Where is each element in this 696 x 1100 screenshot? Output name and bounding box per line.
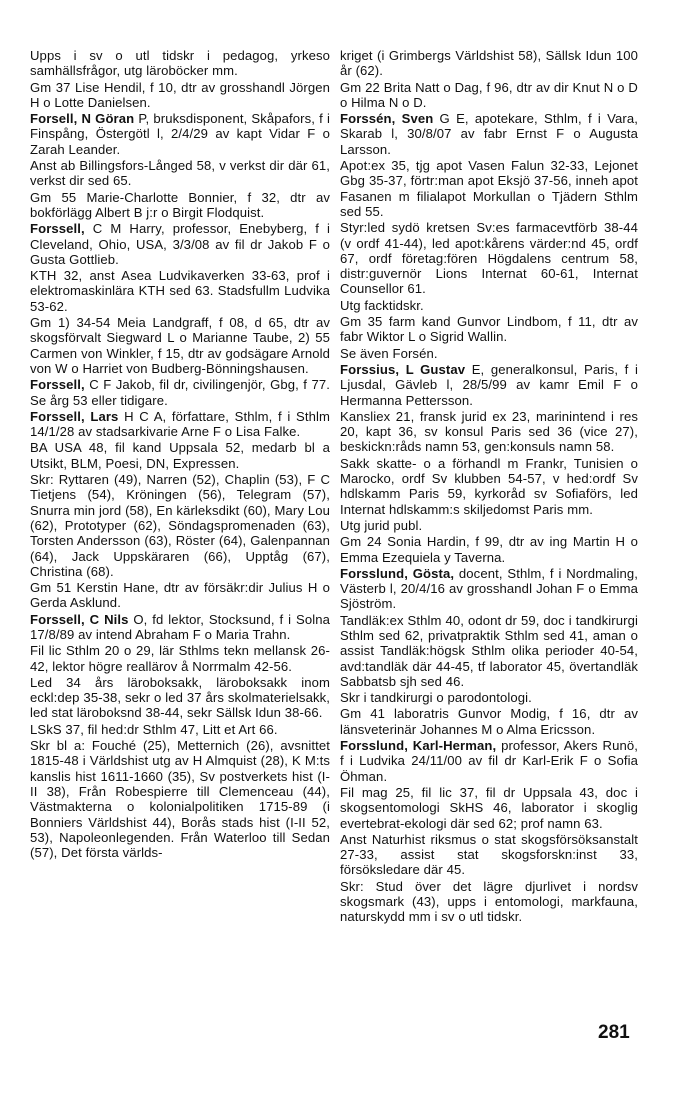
entry-l12 xyxy=(30,580,330,611)
entry-text: Apot:ex 35, tjg apot Vasen Falun 32-33, Lejonet Gbg 35-37, förtr:man apot Eksjö 37-56, inneh apot Fasanen m filialapot Morkullan o Tjädern Sthlm sed 55. xyxy=(340,158,638,219)
entry-r17 xyxy=(340,738,638,784)
entry-l14 xyxy=(30,643,330,674)
entry-r10 xyxy=(340,456,638,517)
entry-r0 xyxy=(340,48,638,79)
entry-l16 xyxy=(30,722,330,737)
entry-text: C F Jakob, fil dr, civilingenjör, Gbg, f 77. Se årg 53 eller tidigare. xyxy=(30,377,330,408)
entry-text: Skr i tandkirurgi o parodontologi. xyxy=(340,690,532,706)
entry-text: professor, Akers Runö, f i Ludvika 24/11/00 av fil dr Karl-Erik F o Sofia Öhman. xyxy=(340,738,638,784)
entry-text: Gm 41 laboratris Gunvor Modig, f 16, dtr av länsveterinär Johannes M o Alma Ericsson. xyxy=(340,706,638,737)
entry-text: Fil mag 25, fil lic 37, fil dr Uppsala 43, doc i skogsentomologi SkHS 46, laborator i skoglig evertebrat-ekologi där sed 62; prof namn 63. xyxy=(340,784,638,831)
entry-r4 xyxy=(340,220,638,296)
entry-r6 xyxy=(340,314,638,345)
entry-text: Gm 37 Lise Hendil, f 10, dtr av grosshandl Jörgen H o Lotte Danielsen. xyxy=(30,79,330,110)
entry-l4 xyxy=(30,190,330,221)
entry-text: BA USA 48, fil kand Uppsala 52, medarb bl a Utsikt, BLM, Poesi, DN, Expressen. xyxy=(30,440,330,471)
entry-r1 xyxy=(340,80,638,111)
entry-l9 xyxy=(30,409,330,440)
entry-name: Forsslund, Gösta, xyxy=(340,565,455,581)
entry-r7 xyxy=(340,346,638,361)
entry-text: Gm 24 Sonia Hardin, f 99, dtr av ing Martin H o Emma Ezequiela y Taverna. xyxy=(340,534,638,565)
entry-text: Se även Forsén. xyxy=(340,345,438,361)
entry-r13 xyxy=(340,566,638,612)
entry-text: E, generalkonsul, Paris, f i Ljusdal, Gävleb l, 28/5/99 av kamr Emil F o Hermanna Pettersson. xyxy=(340,361,638,408)
entry-r20 xyxy=(340,879,638,925)
entry-text: Sakk skatte- o a förhandl m Frankr, Tunisien o Marocko, ordf Sv klubben 54-57, v hed:ordf Sv hdlskamm Paris 59, kyrkoråd sv Sofiaförs, led Internat hdlskamm:s skiljedomst Paris mm. xyxy=(340,455,638,517)
entry-name: Forssell, xyxy=(30,377,85,393)
left-column xyxy=(30,48,330,861)
entry-text: Utg jurid publ. xyxy=(340,517,423,533)
entry-l5 xyxy=(30,221,330,267)
entry-text: Upps i sv o utl tidskr i pedagog, yrkeso samhällsfrågor, utg läroböcker mm. xyxy=(30,48,330,79)
entry-name: Forssell, C Nils xyxy=(30,611,129,627)
entry-text: LSkS 37, fil hed:dr Sthlm 47, Litt et Art 66. xyxy=(30,721,278,737)
entry-text: Styr:led sydö kretsen Sv:es farmacevtförb 38-44 (v ordf 41-44), led apot:kårens värder:nd 45, ordf 67, ordf företag:fören Högdalens centrum 58, distr:guvernör Lions Internat 60-61, Internat Counsellor 61. xyxy=(340,220,638,297)
entry-name: Forsslund, Karl-Herman, xyxy=(340,738,497,754)
entry-r8 xyxy=(340,362,638,408)
entry-text: Gm 55 Marie-Charlotte Bonnier, f 32, dtr av bokförlägg Albert B j:r o Birgit Flodquist. xyxy=(30,189,330,220)
entry-text: Gm 1) 34-54 Meia Landgraff, f 08, d 65, dtr av skogsförvalt Siegward L o Marianne Taube, 2) 55 Carmen von Winkler, f 15, dtr av godsägare Arnold von W o Harriet von Budberg-Bönningshausen. xyxy=(30,315,330,376)
entry-text: Led 34 års läroboksakk, läroboksakk inom eckl:dep 35-38, sekr o led 37 års skolmaterielsakk, led stat läroboksnd 38-44, sekr Sällsk Idun 38-66. xyxy=(30,674,330,721)
page-number: 281 xyxy=(598,1022,630,1043)
entry-name: Forssell, Lars xyxy=(30,408,119,424)
entry-l6 xyxy=(30,268,330,314)
entry-l1 xyxy=(30,80,330,111)
entry-text: KTH 32, anst Asea Ludvikaverken 33-63, prof i elektromaskinlära KTH sed 63. Stadsfullm Ludvika 53-62. xyxy=(30,268,330,314)
entry-text: P, bruksdisponent, Skåpafors, f i Finspång, Östergötl l, 2/4/29 av kapt Vidar F o Zarah Leander. xyxy=(30,111,330,157)
entry-text: Anst ab Billingsfors-Långed 58, v verkst dir där 61, verkst dir sed 65. xyxy=(30,158,330,189)
entry-text: Gm 22 Brita Natt o Dag, f 96, dtr av dir Knut N o D o Hilma N o D. xyxy=(340,79,638,110)
entry-l10 xyxy=(30,440,330,471)
entry-text: Anst Naturhist riksmus o stat skogsförsöksanstalt 27-33, assist stat skogsforskn:inst 33, försöksledare där 45. xyxy=(340,831,638,878)
entry-l7 xyxy=(30,315,330,376)
entry-text: Gm 51 Kerstin Hane, dtr av försäkr:dir Julius H o Gerda Asklund. xyxy=(30,580,330,611)
entry-text: G E, apotekare, Sthlm, f i Vara, Skarab l, 30/8/07 av fabr Ernst F o Augusta Larsson. xyxy=(340,111,638,157)
entry-text: kriget (i Grimbergs Världshist 58), Sällsk Idun 100 år (62). xyxy=(340,48,638,79)
entry-text: Utg facktidskr. xyxy=(340,297,424,313)
entry-l11 xyxy=(30,472,330,579)
entry-name: Forssén, Sven xyxy=(340,111,434,127)
entry-l8 xyxy=(30,377,330,408)
entry-l0 xyxy=(30,48,330,79)
entry-l13 xyxy=(30,612,330,643)
entry-l17 xyxy=(30,738,330,860)
entry-text: O, fd lektor, Stocksund, f i Solna 17/8/89 av intend Abraham F o Maria Trahn. xyxy=(30,611,330,642)
entry-text: Tandläk:ex Sthlm 40, odont dr 59, doc i tandkirurgi Sthlm sed 62, privatpraktik Sthlm sed 41, aman o assist Tandläk:högsk Sthlm olika perioder 40-54, avd:tandläk där 44-45, tf laborator 45, övertandläk Sabbatsb sjh sed 46. xyxy=(340,612,638,689)
entry-l2 xyxy=(30,111,330,157)
entry-r12 xyxy=(340,534,638,565)
entry-r14 xyxy=(340,613,638,689)
entry-r18 xyxy=(340,785,638,831)
entry-text: Skr: Ryttaren (49), Narren (52), Chaplin (53), F C Tietjens (54), Kröningen (56), Telegram (57), Snurra min jord (58), En kärleksdikt (60), Mary Lou (62), Prototyper (62), Söndagspromenaden (63), Torsten Andersson (63), Röster (64), Galenpannan (64), Jack Uppskäraren (66), Upptåg (67), Christina (68). xyxy=(30,472,330,579)
entry-name: Forssell, xyxy=(30,221,85,237)
entry-name: Forsell, N Göran xyxy=(30,111,135,127)
entry-r3 xyxy=(340,158,638,219)
entry-l15 xyxy=(30,675,330,721)
entry-r11 xyxy=(340,518,638,533)
entry-text: Fil lic Sthlm 20 o 29, lär Sthlms tekn mellansk 26-42, lektor högre reallärov å Norrmalm 42-56. xyxy=(30,643,330,674)
entry-r16 xyxy=(340,706,638,737)
entry-r2 xyxy=(340,111,638,157)
entry-r9 xyxy=(340,409,638,455)
entry-name: Forssius, L Gustav xyxy=(340,361,466,377)
entry-text: Gm 35 farm kand Gunvor Lindbom, f 11, dtr av fabr Wiktor L o Sigrid Wallin. xyxy=(340,314,638,345)
entry-text: Skr bl a: Fouché (25), Metternich (26), avsnittet 1815-48 i Världshist utg av H Almquist (28), K M:ts kanslis hist 1611-1660 (35), Sv postverkets hist (I-II 38), Från Robespierre till Clemenceau (44), Västmakterna o kolonialpolitiken 1715-89 (i Bonniers Världshist 44), Borås stads hist (I-II 52, 53), Napoleonlegenden. Från Waterloo till Sedan (57), Det första världs- xyxy=(30,738,330,861)
entry-r5 xyxy=(340,298,638,313)
entry-text: Skr: Stud över det lägre djurlivet i nordsv skogsmark (43), upps i entomologi, markfauna, naturskydd mm i sv o utl tidskr. xyxy=(340,878,638,925)
entry-text: H C A, författare, Sthlm, f i Sthlm 14/1/28 av stadsarkivarie Arne F o Lisa Falke. xyxy=(30,408,330,440)
entry-r19 xyxy=(340,832,638,878)
entry-l3 xyxy=(30,158,330,189)
entry-r15 xyxy=(340,690,638,705)
entry-text: C M Harry, professor, Enebyberg, f i Cleveland, Ohio, USA, 3/3/08 av fil dr Jakob F o Gusta Gottlieb. xyxy=(30,221,330,267)
right-column xyxy=(340,48,638,926)
entry-text: docent, Sthlm, f i Nordmaling, Västerb l, 20/4/16 av grosshandl Johan F o Emma Sjöström. xyxy=(340,565,638,612)
entry-text: Kansliex 21, fransk jurid ex 23, marinintend i res 20, kapt 36, sv konsul Paris sed 36 (vice 27), beskickn:råds namn 53, gen:konsuls namn 58. xyxy=(340,408,638,455)
